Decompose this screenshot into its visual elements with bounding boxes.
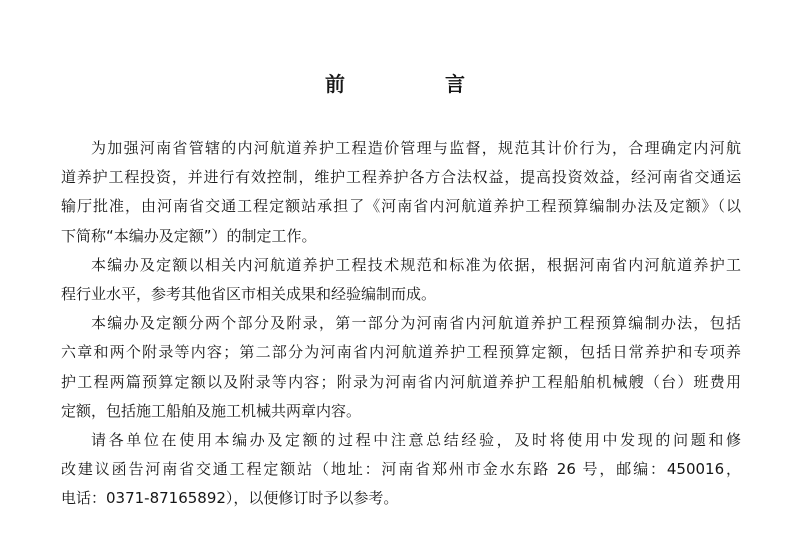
document-body	[61, 134, 741, 514]
paragraph-3	[61, 309, 741, 426]
paragraph-line: 改建议函告河南省交通工程定额站（地址：河南省郑州市金水东路 26 号，邮编：450016，	[61, 460, 741, 479]
page-title: 前 言	[325, 72, 505, 96]
paragraph-line: 电话：0371-87165892），以便修订时予以参考。	[61, 489, 399, 508]
paragraph-line: 护工程两篇预算定额以及附录等内容；附录为河南省内河航道养护工程船舶机械艘（台）班费用	[61, 372, 741, 391]
paragraph-line: 为加强河南省管辖的内河航道养护工程造价管理与监督，规范其计价行为，合理确定内河航	[91, 139, 741, 157]
paragraph-line: 请各单位在使用本编办及定额的过程中注意总结经验，及时将使用中发现的问题和修	[91, 431, 741, 450]
paragraph-line: 道养护工程投资，并进行有效控制，维护工程养护各方合法权益，提高投资效益，经河南省交通运	[61, 168, 741, 187]
paragraph-line: 本编办及定额以相关内河航道养护工程技术规范和标准为依据，根据河南省内河航道养护工	[91, 255, 741, 274]
paragraph-4	[61, 426, 741, 514]
paragraph-line: 程行业水平，参考其他省区市相关成果和经验编制而成。	[61, 285, 437, 304]
paragraph-line: 输厅批准，由河南省交通工程定额站承担了《河南省内河航道养护工程预算编制办法及定额》（以	[61, 197, 741, 216]
paragraph-1	[61, 134, 741, 251]
paragraph-line: 六章和两个附录等内容；第二部分为河南省内河航道养护工程预算定额，包括日常养护和专项养	[61, 343, 741, 362]
paragraph-line: 本编办及定额分两个部分及附录，第一部分为河南省内河航道养护工程预算编制办法，包括	[91, 314, 741, 333]
paragraph-line: 下简称“本编办及定额”）的制定工作。	[61, 226, 317, 245]
paragraph-line: 定额，包括施工船舶及施工机械共两章内容。	[61, 401, 362, 420]
paragraph-2	[61, 251, 741, 309]
